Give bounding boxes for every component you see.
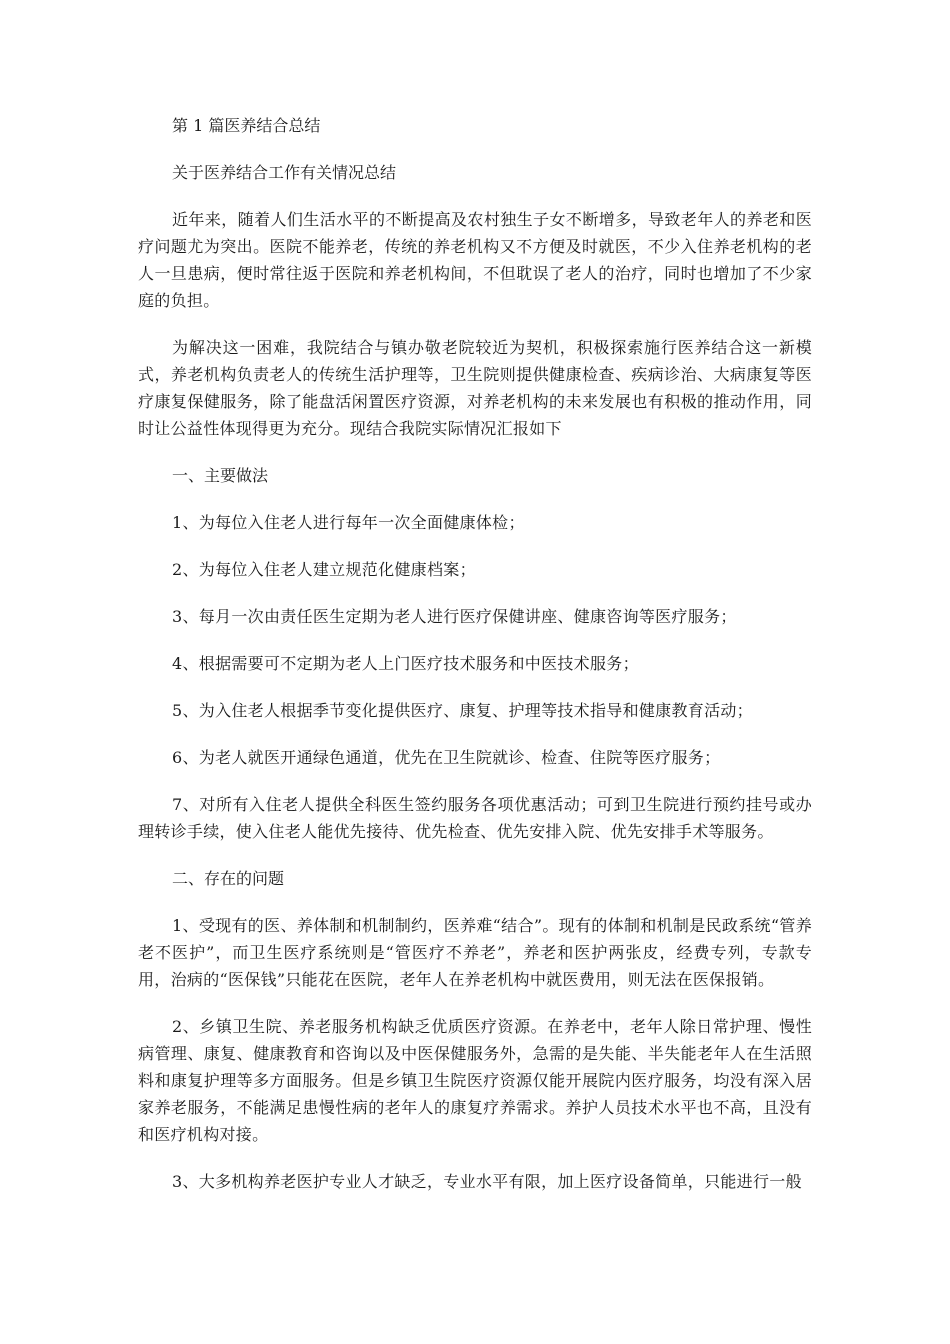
intro-paragraph: 为解决这一困难，我院结合与镇办敬老院较近为契机，积极探索施行医养结合这一新模式，养老机构负责老人的传统生活护理等，卫生院则提供健康检查、疾病诊治、大病康复等医疗康复保健服务，除了能盘活闲置医疗资源，对养老机构的未来发展也有积极的推动作用，同时让公益性体现得更为充分。现结合我院实际情况汇报如下: [138, 338, 812, 438]
practice-item: 1、为每位入住老人进行每年一次全面健康体检；: [172, 513, 525, 532]
problem-item: 3、大多机构养老医护专业人才缺乏，专业水平有限，加上医疗设备简单，只能进行一般: [172, 1172, 802, 1191]
practice-item: 4、根据需要可不定期为老人上门医疗技术服务和中医技术服务；: [172, 654, 639, 673]
practice-item: 5、为入住老人根据季节变化提供医疗、康复、护理等技术指导和健康教育活动；: [172, 701, 753, 720]
practice-item: 3、每月一次由责任医生定期为老人进行医疗保健讲座、健康咨询等医疗服务；: [172, 607, 737, 626]
section-heading-problems: 二、存在的问题: [172, 869, 285, 888]
practice-item: 6、为老人就医开通绿色通道，优先在卫生院就诊、检查、住院等医疗服务；: [172, 748, 721, 767]
practice-item: 2、为每位入住老人建立规范化健康档案；: [172, 560, 476, 579]
document-title: 第 1 篇医养结合总结: [172, 116, 321, 135]
intro-paragraph: 近年来，随着人们生活水平的不断提高及农村独生子女不断增多，导致老年人的养老和医疗问题尤为突出。医院不能养老，传统的养老机构又不方便及时就医，不少入住养老机构的老人一旦患病，便时常往返于医院和养老机构间，不但耽误了老人的治疗，同时也增加了不少家庭的负担。: [138, 210, 812, 310]
problem-item: 2、乡镇卫生院、养老服务机构缺乏优质医疗资源。在养老中，老年人除日常护理、慢性病管理、康复、健康教育和咨询以及中医保健服务外，急需的是失能、半失能老年人在生活照料和康复护理等多方面服务。但是乡镇卫生院医疗资源仅能开展院内医疗服务，均没有深入居家养老服务，不能满足患慢性病的老年人的康复疗养需求。养护人员技术水平也不高，且没有和医疗机构对接。: [138, 1017, 812, 1144]
document-subtitle: 关于医养结合工作有关情况总结: [172, 163, 397, 182]
practice-item: 7、对所有入住老人提供全科医生签约服务各项优惠活动；可到卫生院进行预约挂号或办理转诊手续，使入住老人能优先接待、优先检查、优先安排入院、优先安排手术等服务。: [138, 795, 812, 841]
document-body: [138, 112, 812, 1215]
section-heading-practices: 一、主要做法: [172, 466, 269, 485]
problem-item: 1、受现有的医、养体制和机制制约，医养难“结合”。现有的体制和机制是民政系统“管养老不医护”，而卫生医疗系统则是“管医疗不养老”，养老和医护两张皮，经费专列，专款专用，治病的“医保钱”只能花在医院，老年人在养老机构中就医费用，则无法在医保报销。: [138, 916, 812, 989]
